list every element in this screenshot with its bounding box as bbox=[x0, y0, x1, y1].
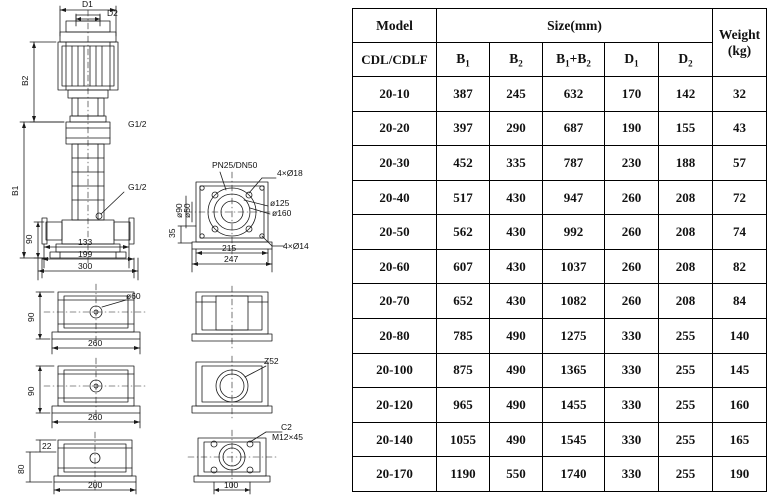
label-b1: B1 bbox=[10, 185, 20, 196]
cell-model: 20-60 bbox=[353, 249, 437, 284]
cell-weight: 145 bbox=[713, 353, 767, 388]
cell-b1: 875 bbox=[437, 353, 490, 388]
label-dia-90: ø90 bbox=[174, 203, 184, 218]
cell-b1b2: 1365 bbox=[543, 353, 605, 388]
cell-b1b2: 632 bbox=[543, 77, 605, 112]
label-200: 200 bbox=[88, 480, 103, 490]
label-dia-160: ø160 bbox=[272, 208, 292, 218]
cell-d2: 155 bbox=[659, 111, 713, 146]
cell-b1b2: 1275 bbox=[543, 319, 605, 354]
cell-d1: 260 bbox=[605, 180, 659, 215]
cell-weight: 74 bbox=[713, 215, 767, 250]
cell-d1: 330 bbox=[605, 457, 659, 492]
specification-table-body bbox=[353, 77, 767, 492]
table-row bbox=[353, 180, 767, 215]
cell-d2: 142 bbox=[659, 77, 713, 112]
cell-b2: 490 bbox=[490, 422, 543, 457]
header-d1: $D_1$ bbox=[605, 43, 659, 77]
drawing-svg bbox=[0, 0, 352, 500]
header-size: Size(mm) bbox=[437, 9, 713, 43]
cell-d2: 255 bbox=[659, 422, 713, 457]
label-z52: Z52 bbox=[264, 356, 279, 366]
cell-b1: 607 bbox=[437, 249, 490, 284]
cell-d1: 330 bbox=[605, 353, 659, 388]
cell-model: 20-120 bbox=[353, 388, 437, 423]
cell-d2: 255 bbox=[659, 319, 713, 354]
cell-weight: 43 bbox=[713, 111, 767, 146]
label-dia-60: ø60 bbox=[126, 291, 141, 301]
cell-b1: 652 bbox=[437, 284, 490, 319]
cell-b2: 290 bbox=[490, 111, 543, 146]
cell-d1: 330 bbox=[605, 422, 659, 457]
label-4x14: 4×Ø14 bbox=[283, 241, 309, 251]
label-300: 300 bbox=[78, 261, 93, 271]
cell-b2: 430 bbox=[490, 284, 543, 319]
label-100: 100 bbox=[224, 480, 239, 490]
table-row bbox=[353, 284, 767, 319]
table-row bbox=[353, 319, 767, 354]
cell-b2: 490 bbox=[490, 388, 543, 423]
cell-weight: 84 bbox=[713, 284, 767, 319]
cell-b2: 430 bbox=[490, 215, 543, 250]
table-row bbox=[353, 146, 767, 181]
cell-model: 20-170 bbox=[353, 457, 437, 492]
label-v3-90: 90 bbox=[26, 386, 36, 396]
cell-model: 20-50 bbox=[353, 215, 437, 250]
cell-b1b2: 1740 bbox=[543, 457, 605, 492]
cell-b2: 490 bbox=[490, 353, 543, 388]
cell-weight: 72 bbox=[713, 180, 767, 215]
cell-weight: 140 bbox=[713, 319, 767, 354]
cell-d1: 330 bbox=[605, 388, 659, 423]
header-model: Model bbox=[353, 9, 437, 43]
table-row bbox=[353, 111, 767, 146]
label-c2: C2 bbox=[281, 422, 292, 432]
table-row bbox=[353, 77, 767, 112]
cell-b1b2: 787 bbox=[543, 146, 605, 181]
label-22: 22 bbox=[42, 441, 52, 451]
cell-model: 20-70 bbox=[353, 284, 437, 319]
cell-d1: 260 bbox=[605, 215, 659, 250]
cell-model: 20-80 bbox=[353, 319, 437, 354]
cell-b1: 517 bbox=[437, 180, 490, 215]
cell-b1: 1190 bbox=[437, 457, 490, 492]
cell-model: 20-20 bbox=[353, 111, 437, 146]
label-m12: M12×45 bbox=[272, 432, 303, 442]
cell-d2: 208 bbox=[659, 215, 713, 250]
cell-b1: 965 bbox=[437, 388, 490, 423]
cell-d1: 260 bbox=[605, 249, 659, 284]
label-d2: D2 bbox=[107, 8, 118, 18]
specification-table-wrap bbox=[352, 8, 766, 492]
label-80: 80 bbox=[16, 464, 26, 474]
label-247: 247 bbox=[224, 254, 239, 264]
label-4x18: 4×Ø18 bbox=[277, 168, 303, 178]
cell-d2: 188 bbox=[659, 146, 713, 181]
cell-b2: 490 bbox=[490, 319, 543, 354]
header-d2: $D_2$ bbox=[659, 43, 713, 77]
header-weight-line2: (kg) bbox=[727, 42, 752, 58]
label-215: 215 bbox=[222, 243, 237, 253]
header-model-sub: CDL/CDLF bbox=[353, 43, 437, 77]
cell-weight: 160 bbox=[713, 388, 767, 423]
label-dia-50: ø50 bbox=[182, 203, 192, 218]
cell-b1: 452 bbox=[437, 146, 490, 181]
cell-b1: 397 bbox=[437, 111, 490, 146]
cell-model: 20-140 bbox=[353, 422, 437, 457]
table-row bbox=[353, 215, 767, 250]
label-133: 133 bbox=[78, 237, 93, 247]
header-weight-line1: Weight bbox=[718, 26, 761, 42]
cell-d1: 170 bbox=[605, 77, 659, 112]
header-b2: $B_2$ bbox=[490, 43, 543, 77]
cell-b2: 550 bbox=[490, 457, 543, 492]
label-v3-260: 260 bbox=[88, 412, 103, 422]
label-35: 35 bbox=[167, 228, 177, 238]
label-199: 199 bbox=[78, 249, 93, 259]
cell-d1: 190 bbox=[605, 111, 659, 146]
label-b2: B2 bbox=[20, 75, 30, 86]
cell-b1: 562 bbox=[437, 215, 490, 250]
specification-table bbox=[352, 8, 767, 492]
cell-b2: 430 bbox=[490, 249, 543, 284]
label-port-lower: G1/2 bbox=[128, 182, 147, 192]
cell-d1: 330 bbox=[605, 319, 659, 354]
table-row bbox=[353, 353, 767, 388]
cell-b1b2: 687 bbox=[543, 111, 605, 146]
cell-d2: 208 bbox=[659, 284, 713, 319]
label-d1: D1 bbox=[82, 0, 93, 9]
cell-b1b2: 1037 bbox=[543, 249, 605, 284]
table-row bbox=[353, 388, 767, 423]
label-dia-125: ø125 bbox=[270, 198, 290, 208]
table-row bbox=[353, 422, 767, 457]
cell-model: 20-40 bbox=[353, 180, 437, 215]
cell-weight: 57 bbox=[713, 146, 767, 181]
cell-weight: 82 bbox=[713, 249, 767, 284]
cell-d2: 255 bbox=[659, 388, 713, 423]
cell-b1b2: 947 bbox=[543, 180, 605, 215]
cell-model: 20-100 bbox=[353, 353, 437, 388]
label-port-upper: G1/2 bbox=[128, 119, 147, 129]
cell-d2: 208 bbox=[659, 180, 713, 215]
cell-b1: 387 bbox=[437, 77, 490, 112]
cell-model: 20-10 bbox=[353, 77, 437, 112]
cell-d2: 255 bbox=[659, 457, 713, 492]
cell-b1b2: 1082 bbox=[543, 284, 605, 319]
cell-b2: 245 bbox=[490, 77, 543, 112]
header-weight bbox=[713, 9, 767, 77]
cell-b1b2: 1545 bbox=[543, 422, 605, 457]
cell-b2: 335 bbox=[490, 146, 543, 181]
cell-d1: 260 bbox=[605, 284, 659, 319]
cell-b1: 785 bbox=[437, 319, 490, 354]
pump-dimension-drawing bbox=[0, 0, 352, 500]
cell-weight: 32 bbox=[713, 77, 767, 112]
label-pn-dn: PN25/DN50 bbox=[212, 160, 258, 170]
table-row bbox=[353, 457, 767, 492]
cell-b1b2: 992 bbox=[543, 215, 605, 250]
header-b1: $B_1$ bbox=[437, 43, 490, 77]
label-v2-90: 90 bbox=[26, 312, 36, 322]
cell-b1b2: 1455 bbox=[543, 388, 605, 423]
table-row bbox=[353, 249, 767, 284]
cell-model: 20-30 bbox=[353, 146, 437, 181]
cell-b1: 1055 bbox=[437, 422, 490, 457]
cell-weight: 165 bbox=[713, 422, 767, 457]
cell-d2: 208 bbox=[659, 249, 713, 284]
header-b1b2: $B_1+B_2$ bbox=[543, 43, 605, 77]
label-v2-260: 260 bbox=[88, 338, 103, 348]
cell-b2: 430 bbox=[490, 180, 543, 215]
cell-d1: 230 bbox=[605, 146, 659, 181]
label-main-90: 90 bbox=[24, 234, 34, 244]
cell-weight: 190 bbox=[713, 457, 767, 492]
cell-d2: 255 bbox=[659, 353, 713, 388]
